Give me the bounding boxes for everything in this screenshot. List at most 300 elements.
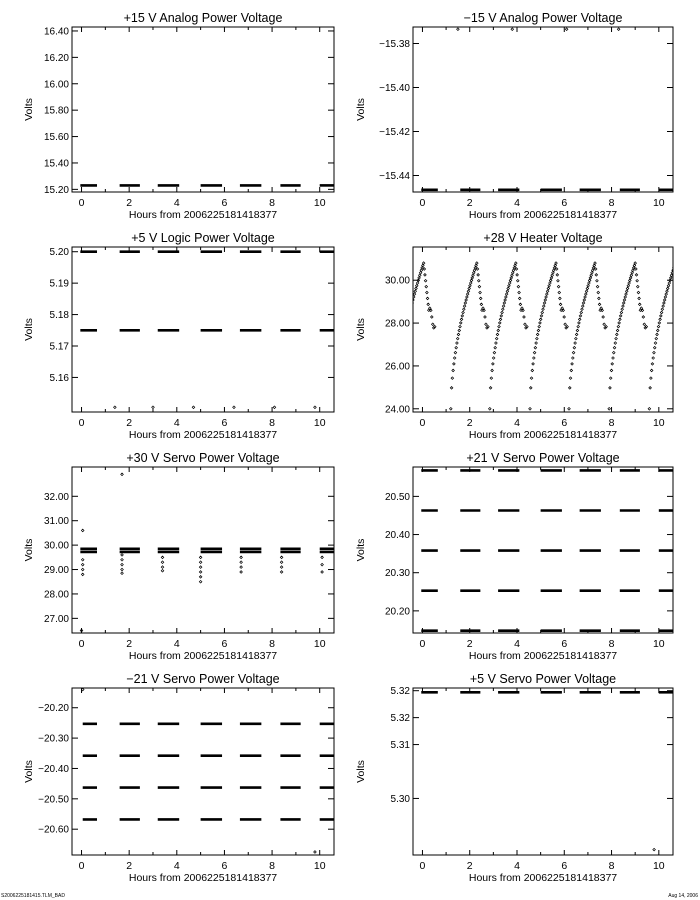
heater-point	[546, 290, 549, 293]
x-tick-label: 0	[419, 197, 426, 209]
heater-point	[431, 323, 434, 326]
heater-point	[650, 369, 653, 372]
x-axis-label: Hours from 2006225181418377	[128, 209, 278, 221]
heater-point	[651, 363, 654, 366]
heater-point	[588, 282, 591, 285]
data-point	[321, 556, 324, 559]
data-point	[161, 556, 164, 559]
heater-point	[681, 309, 684, 312]
y-tick-label: 15.40	[43, 158, 69, 170]
heater-point	[403, 337, 406, 340]
heater-point	[426, 297, 429, 300]
plot-frame	[72, 27, 334, 192]
chart-panel-4	[355, 231, 688, 441]
x-tick-label: 8	[608, 860, 615, 872]
x-tick-label: 8	[269, 197, 275, 209]
heater-point	[586, 287, 589, 290]
chart-title: −15 V Analog Power Voltage	[463, 11, 623, 25]
heater-point	[636, 279, 639, 282]
heater-point	[666, 287, 669, 290]
chart-title: −21 V Servo Power Voltage	[126, 672, 280, 686]
heater-point	[463, 308, 466, 311]
y-tick-label: −20.50	[38, 794, 69, 806]
heater-point	[648, 407, 651, 410]
heater-point	[541, 311, 544, 314]
heater-point	[536, 333, 539, 336]
heater-point	[585, 290, 588, 293]
heater-point	[498, 325, 501, 328]
heater-point	[610, 369, 613, 372]
x-tick-label: 4	[514, 417, 520, 429]
heater-point	[615, 337, 618, 340]
data-point	[199, 580, 202, 583]
heater-point	[538, 325, 541, 328]
heater-point	[502, 305, 505, 308]
y-tick-label: 20.50	[384, 491, 410, 503]
y-tick-label: 20.30	[384, 568, 410, 580]
y-tick-label: 5.16	[49, 372, 69, 384]
heater-point	[564, 323, 567, 326]
heater-point	[505, 293, 508, 296]
heater-point	[581, 305, 584, 308]
x-tick-label: 10	[652, 638, 665, 650]
heater-point	[570, 369, 573, 372]
heater-point	[653, 351, 656, 354]
heater-point	[508, 284, 511, 287]
data-point	[457, 28, 460, 31]
heater-point	[469, 284, 472, 287]
heater-point	[583, 299, 586, 302]
data-point	[653, 848, 656, 851]
heater-point	[668, 282, 671, 285]
y-tick-label: −15.40	[379, 83, 410, 94]
heater-point	[635, 274, 638, 277]
data-point	[199, 561, 202, 564]
heater-point	[575, 333, 578, 336]
heater-point	[535, 342, 538, 345]
x-tick-label: 2	[126, 197, 133, 209]
heater-point	[509, 279, 512, 282]
heater-point	[595, 274, 598, 277]
x-axis-label: Hours from 2006225181418377	[468, 209, 618, 221]
chart-title: +15 V Analog Power Voltage	[123, 11, 283, 25]
heater-point	[602, 316, 605, 319]
heater-point	[598, 297, 601, 300]
data-point	[199, 576, 202, 579]
heater-point	[454, 351, 457, 354]
heater-point	[569, 377, 572, 380]
heater-point	[611, 363, 614, 366]
heater-point	[458, 329, 461, 332]
heater-point	[477, 279, 480, 282]
data-point	[81, 568, 84, 571]
heater-point	[425, 285, 428, 288]
heater-point	[609, 377, 612, 380]
heater-point	[673, 264, 676, 267]
x-tick-label: 0	[419, 860, 426, 872]
x-tick-label: 10	[652, 197, 665, 209]
data-point	[240, 561, 243, 564]
chart-panel-8	[355, 672, 673, 884]
chart-panel-7	[23, 672, 334, 884]
heater-point	[408, 315, 411, 318]
x-tick-label: 10	[652, 860, 665, 872]
x-tick-label: 2	[466, 860, 473, 872]
x-tick-label: 8	[269, 860, 275, 872]
heater-point	[415, 284, 418, 287]
chart-title: +5 V Servo Power Voltage	[469, 672, 617, 686]
y-tick-label: 15.20	[43, 184, 69, 196]
data-point	[152, 406, 155, 409]
heater-point	[677, 291, 680, 294]
y-axis-label: Volts	[23, 760, 35, 783]
heater-point	[523, 316, 526, 319]
heater-point	[493, 351, 496, 354]
heater-point	[636, 285, 639, 288]
data-point	[511, 28, 514, 31]
x-tick-label: 10	[313, 860, 326, 872]
data-point	[121, 568, 124, 571]
data-point	[240, 556, 243, 559]
heater-point	[622, 305, 625, 308]
x-tick-label: 2	[126, 860, 133, 872]
heater-point	[653, 346, 656, 349]
data-point	[121, 563, 124, 566]
heater-point	[568, 387, 571, 390]
heater-point	[549, 282, 552, 285]
heater-point	[497, 329, 500, 332]
data-series	[80, 473, 334, 632]
heater-point	[645, 325, 648, 328]
heater-point	[626, 287, 629, 290]
heater-point	[532, 363, 535, 366]
heater-point	[452, 369, 455, 372]
x-axis-label: Hours from 2006225181418377	[468, 650, 618, 662]
heater-point	[559, 303, 562, 306]
data-point	[280, 571, 283, 574]
x-tick-label: 0	[419, 638, 426, 650]
y-tick-label: 5.17	[49, 341, 69, 353]
heater-point	[490, 377, 493, 380]
heater-point	[540, 315, 543, 318]
heater-point	[622, 302, 625, 305]
y-tick-label: 31.00	[43, 516, 69, 528]
y-tick-label: 15.60	[43, 132, 69, 144]
data-point	[121, 572, 124, 575]
heater-point	[450, 387, 453, 390]
heater-point	[478, 285, 481, 288]
heater-point	[685, 325, 688, 328]
plot-frame	[413, 688, 673, 855]
heater-point	[544, 299, 547, 302]
heater-point	[451, 377, 454, 380]
heater-point	[656, 333, 659, 336]
heater-point	[659, 318, 662, 321]
heater-point	[657, 325, 660, 328]
y-tick-label: 20.20	[384, 606, 410, 618]
heater-point	[585, 293, 588, 296]
heater-point	[516, 274, 519, 277]
data-point	[617, 28, 620, 31]
y-axis-label: Volts	[355, 538, 367, 562]
x-tick-label: 4	[173, 417, 180, 429]
y-tick-label: −15.44	[379, 171, 410, 182]
x-tick-label: 4	[514, 197, 520, 209]
heater-point	[577, 325, 580, 328]
heater-point	[519, 303, 522, 306]
x-tick-label: 4	[514, 638, 520, 650]
heater-point	[462, 311, 465, 314]
heater-point	[461, 315, 464, 318]
heater-point	[401, 351, 404, 354]
y-tick-label: 5.19	[49, 278, 69, 290]
heater-point	[459, 322, 462, 325]
data-point	[321, 571, 324, 574]
heater-point	[492, 357, 495, 360]
heater-point	[426, 291, 429, 294]
heater-point	[643, 323, 646, 326]
data-point	[192, 406, 195, 409]
heater-point	[556, 274, 559, 277]
x-tick-label: 0	[78, 638, 85, 650]
x-axis-label: Hours from 2006225181418377	[128, 429, 278, 441]
x-tick-label: 0	[419, 417, 426, 429]
heater-point	[572, 357, 575, 360]
heater-point	[627, 284, 630, 287]
heater-point	[623, 299, 626, 302]
footer-date: Aug 14, 2006	[668, 893, 698, 899]
heater-point	[616, 333, 619, 336]
heater-point	[625, 293, 628, 296]
plot-frame	[72, 688, 334, 855]
heater-point	[539, 322, 542, 325]
heater-point	[414, 290, 417, 293]
heater-point	[479, 297, 482, 300]
y-tick-label: 5.32	[390, 686, 410, 698]
heater-point	[499, 318, 502, 321]
heater-point	[463, 305, 466, 308]
heater-point	[663, 302, 666, 305]
heater-point	[517, 285, 520, 288]
heater-point	[578, 318, 581, 321]
data-point	[199, 556, 202, 559]
x-tick-label: 10	[313, 197, 326, 209]
footer-filename: S2006225181415.TLM_BAD	[1, 893, 65, 899]
heater-point	[404, 333, 407, 336]
heater-point	[413, 293, 416, 296]
heater-point	[480, 303, 483, 306]
heater-point	[588, 279, 591, 282]
heater-point	[409, 311, 412, 314]
heater-point	[479, 291, 482, 294]
x-tick-label: 2	[466, 417, 473, 429]
heater-point	[508, 282, 511, 285]
y-tick-label: 5.30	[390, 793, 410, 805]
heater-point	[534, 346, 537, 349]
y-tick-label: 28.00	[384, 318, 410, 330]
x-axis-label: Hours from 2006225181418377	[128, 872, 278, 884]
heater-point	[503, 302, 506, 305]
data-point	[121, 558, 124, 561]
x-tick-label: 8	[269, 638, 275, 650]
y-tick-label: 30.00	[384, 275, 410, 287]
heater-point	[531, 369, 534, 372]
y-axis-label: Volts	[23, 318, 35, 341]
heater-point	[537, 329, 540, 332]
heater-point	[675, 268, 678, 271]
y-tick-label: 5.32	[390, 713, 410, 725]
data-point	[199, 566, 202, 569]
chart-title: +5 V Logic Power Voltage	[131, 231, 275, 245]
heater-point	[415, 287, 418, 290]
heater-point	[598, 303, 601, 306]
heater-point	[466, 296, 469, 299]
heater-point	[477, 274, 480, 277]
heater-point	[495, 337, 498, 340]
heater-point	[674, 262, 677, 265]
x-tick-label: 8	[608, 197, 615, 209]
data-point	[565, 28, 568, 31]
heater-point	[453, 363, 456, 366]
heater-point	[416, 282, 419, 285]
heater-point	[676, 279, 679, 282]
heater-point	[533, 351, 536, 354]
x-tick-label: 8	[608, 638, 615, 650]
heater-point	[654, 342, 657, 345]
data-series	[421, 28, 673, 190]
data-series	[80, 252, 334, 409]
heater-point	[489, 407, 492, 410]
heater-point	[624, 296, 627, 299]
heater-point	[500, 315, 503, 318]
y-axis-label: Volts	[355, 318, 367, 341]
data-point	[321, 563, 324, 566]
heater-point	[677, 285, 680, 288]
heater-point	[621, 308, 624, 311]
y-tick-label: 5.18	[49, 310, 69, 322]
heater-point	[665, 293, 668, 296]
heater-point	[660, 315, 663, 318]
data-point	[161, 561, 164, 564]
heater-point	[466, 293, 469, 296]
heater-point	[402, 342, 405, 345]
x-axis-label: Hours from 2006225181418377	[468, 429, 618, 441]
y-axis-label: Volts	[355, 98, 367, 121]
heater-point	[470, 279, 473, 282]
heater-point	[504, 299, 507, 302]
heater-point	[557, 285, 560, 288]
heater-point	[584, 296, 587, 299]
x-tick-label: 2	[126, 417, 133, 429]
heater-point	[506, 290, 509, 293]
heater-point	[637, 291, 640, 294]
heater-point	[558, 291, 561, 294]
x-tick-label: 4	[173, 638, 180, 650]
heater-point	[489, 387, 492, 390]
heater-point	[587, 284, 590, 287]
data-point	[121, 473, 124, 476]
heater-point	[492, 363, 495, 366]
heater-point	[617, 325, 620, 328]
heater-point	[409, 308, 412, 311]
chart-panel-5	[23, 451, 334, 662]
x-tick-label: 6	[561, 860, 568, 872]
heater-point	[543, 302, 546, 305]
heater-point	[650, 377, 653, 380]
heater-point	[625, 290, 628, 293]
y-tick-label: 16.20	[43, 52, 69, 64]
heater-point	[574, 342, 577, 345]
data-point	[314, 851, 317, 854]
data-point	[273, 406, 276, 409]
data-point	[280, 561, 283, 564]
x-tick-label: 6	[221, 860, 228, 872]
y-tick-label: 24.00	[384, 404, 410, 416]
heater-point	[613, 346, 616, 349]
x-tick-label: 6	[561, 638, 568, 650]
heater-point	[455, 346, 458, 349]
heater-point	[609, 387, 612, 390]
chart-panel-3	[23, 231, 334, 441]
heater-point	[456, 342, 459, 345]
y-tick-label: 5.31	[390, 740, 410, 752]
heater-point	[501, 311, 504, 314]
x-tick-label: 4	[514, 860, 520, 872]
heater-point	[410, 305, 413, 308]
heater-point	[580, 311, 583, 314]
heater-point	[546, 293, 549, 296]
heater-point	[484, 316, 487, 319]
heater-point	[524, 323, 527, 326]
heater-point	[619, 318, 622, 321]
y-tick-label: 29.00	[43, 565, 69, 577]
heater-point	[536, 337, 539, 340]
x-tick-label: 10	[313, 417, 326, 429]
heater-point	[618, 322, 621, 325]
heater-point	[663, 299, 666, 302]
data-point	[233, 406, 236, 409]
y-tick-label: −20.40	[38, 763, 69, 775]
chart-title: +28 V Heater Voltage	[483, 231, 603, 245]
chart-panel-6	[355, 451, 673, 662]
heater-point	[400, 357, 403, 360]
heater-point	[424, 274, 427, 277]
y-tick-label: 16.40	[43, 26, 69, 38]
x-tick-label: 6	[221, 638, 228, 650]
heater-point	[491, 369, 494, 372]
heater-point	[459, 325, 462, 328]
heater-point	[682, 316, 685, 319]
heater-point	[507, 287, 510, 290]
data-point	[280, 566, 283, 569]
heater-point	[464, 302, 467, 305]
heater-point	[614, 342, 617, 345]
heater-point	[638, 303, 641, 306]
heater-point	[529, 387, 532, 390]
heater-point	[684, 327, 687, 330]
heater-point	[581, 308, 584, 311]
heater-point	[660, 311, 663, 314]
heater-point	[652, 357, 655, 360]
y-tick-label: −20.60	[38, 824, 69, 836]
heater-point	[498, 322, 501, 325]
x-tick-label: 6	[221, 417, 228, 429]
heater-point	[468, 287, 471, 290]
heater-point	[679, 303, 682, 306]
heater-point	[465, 299, 468, 302]
data-point	[280, 556, 283, 559]
x-axis-label: Hours from 2006225181418377	[468, 872, 618, 884]
